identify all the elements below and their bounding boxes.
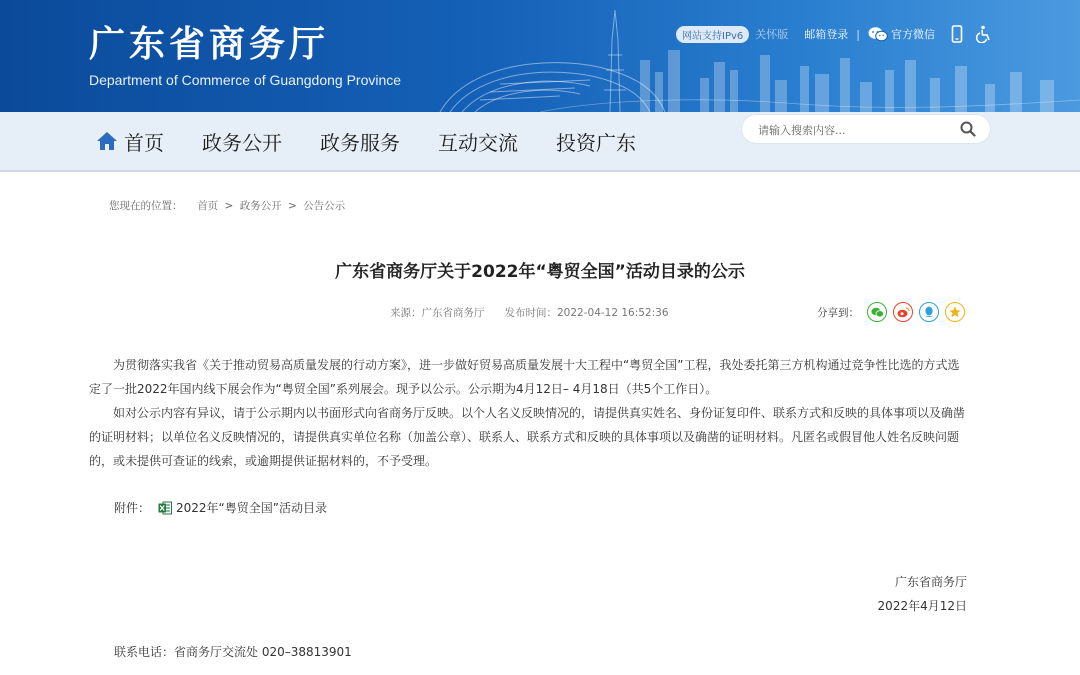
nav-item-interaction[interactable]: 互动交流 bbox=[438, 130, 518, 155]
site-subtitle: Department of Commerce of Guangdong Province bbox=[89, 72, 402, 88]
contact-info: 联系电话：省商务厅交流处 020–38813901 bbox=[114, 645, 352, 659]
signature-date: 2022年4月12日 bbox=[877, 599, 967, 613]
site-title: 广东省商务厅 bbox=[89, 24, 330, 65]
search-input[interactable] bbox=[756, 119, 950, 141]
breadcrumb-government-affairs-open[interactable]: 政务公开 bbox=[239, 200, 282, 212]
ipv6-badge: 网站支持IPv6 bbox=[676, 26, 749, 43]
link-separator: | bbox=[856, 27, 860, 41]
attachment-row bbox=[114, 499, 327, 516]
phone-icon bbox=[951, 25, 963, 43]
attachment-link[interactable]: 2022年“粤贸全国”活动目录 bbox=[176, 501, 327, 515]
nav-item-label: 首页 bbox=[124, 130, 164, 155]
excel-icon bbox=[158, 501, 172, 515]
share-weibo-icon bbox=[897, 307, 910, 318]
nav-item-government-services[interactable]: 政务服务 bbox=[320, 130, 400, 155]
wechat-link[interactable] bbox=[868, 26, 935, 42]
nav-item-government-affairs-open[interactable]: 政务公开 bbox=[202, 130, 282, 155]
accessibility-link[interactable] bbox=[975, 25, 993, 43]
share-bar bbox=[817, 302, 971, 322]
breadcrumb bbox=[109, 198, 345, 213]
share-weibo-button[interactable] bbox=[893, 302, 913, 322]
top-utility-links bbox=[676, 24, 1001, 44]
article-paragraph: 如对公示内容有异议，请于公示期内以书面形式向省商务厅反映。以个人名义反映情况的，请提供真实姓名、身份证复印件、联系方式和反映的具体事项以及确凿的证明材料；以单位名义反映情况的，请提供真实单位名称（加盖公章）、联系人、联系方式和反映的具体事项以及确凿的证明材料。凡匿名或假冒他人姓名反映问题的，或未提供可查证的线索，或逾期提供证据材料的，不予受理。 bbox=[89, 406, 966, 468]
share-label: 分享到： bbox=[817, 306, 859, 319]
article-publish-time: 发布时间：2022-04-12 16:52:36 bbox=[504, 307, 669, 319]
search-icon[interactable] bbox=[960, 121, 976, 137]
home-icon bbox=[96, 131, 118, 151]
share-qzone-button[interactable] bbox=[945, 302, 965, 322]
share-wechat-icon bbox=[871, 307, 884, 318]
breadcrumb-home[interactable]: 首页 bbox=[197, 200, 219, 212]
article-source: 来源：广东省商务厅 bbox=[390, 307, 485, 319]
breadcrumb-separator: > bbox=[288, 200, 297, 212]
signature-block bbox=[878, 570, 967, 618]
nav-item-home[interactable] bbox=[96, 127, 164, 156]
share-wechat-button[interactable] bbox=[867, 302, 887, 322]
wechat-link-label: 官方微信 bbox=[890, 28, 935, 41]
mail-login-link[interactable]: 邮箱登录 bbox=[804, 28, 849, 41]
attachment-label: 附件： bbox=[114, 501, 151, 515]
header-banner bbox=[0, 0, 1080, 112]
search-box bbox=[742, 115, 990, 143]
article-meta bbox=[390, 305, 669, 320]
care-mode-link[interactable]: 关怀版 bbox=[755, 28, 789, 41]
breadcrumb-label: 您现在的位置： bbox=[109, 200, 183, 212]
breadcrumb-separator: > bbox=[224, 200, 234, 212]
article-body bbox=[89, 353, 969, 473]
article-title: 广东省商务厅关于2022年“粤贸全国”活动目录的公示 bbox=[335, 262, 745, 282]
article-paragraph: 为贯彻落实我省《关于推动贸易高质量发展的行动方案》，进一步做好贸易高质量发展十大工程中“粤贸全国”工程，我处委托第三方机构通过竞争性比选的方式选定了一批2022年国内线下展会作为“粤贸全国”系列展会。现予以公示。公示期为4月12日– 4月18日（共5个工作日）。 bbox=[89, 358, 960, 396]
share-qq-icon bbox=[924, 306, 934, 318]
share-qzone-icon bbox=[949, 306, 961, 318]
share-qq-button[interactable] bbox=[919, 302, 939, 322]
nav-items bbox=[96, 112, 674, 170]
nav-item-invest-guangdong[interactable]: 投资广东 bbox=[556, 130, 636, 155]
accessibility-icon bbox=[975, 25, 993, 43]
wechat-icon bbox=[868, 26, 888, 42]
breadcrumb-announcements[interactable]: 公告公示 bbox=[303, 200, 346, 212]
mobile-link[interactable] bbox=[951, 25, 963, 43]
signature-organization: 广东省商务厅 bbox=[894, 575, 967, 589]
